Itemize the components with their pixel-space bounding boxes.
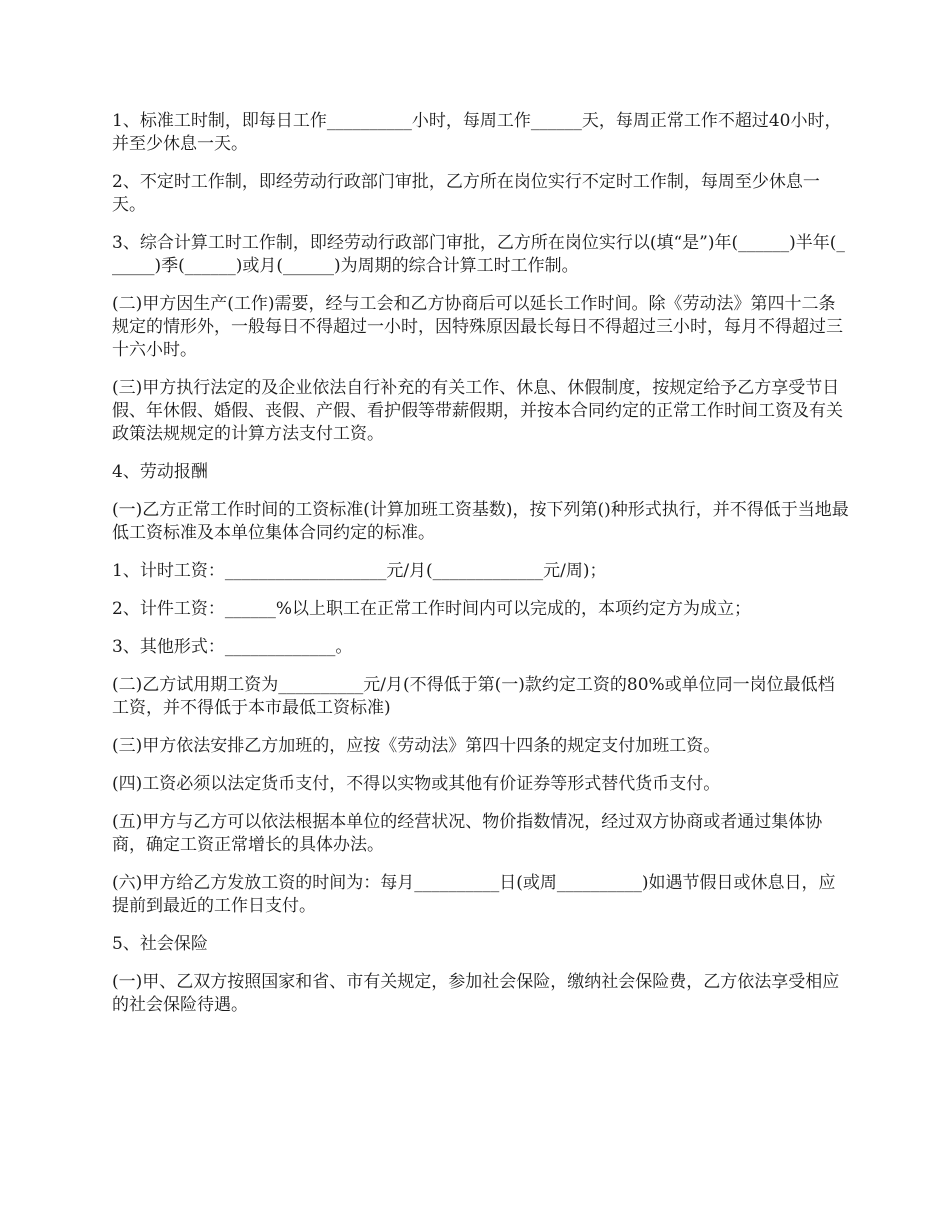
- section-heading-remuneration: 4、劳动报酬: [112, 462, 208, 482]
- clause-piece-wage: 2、计件工资：______%以上职工在正常工作时间内可以完成的，本项约定方为成立；: [112, 599, 751, 619]
- clause-pay-date: (六)甲方给乙方发放工资的时间为：每月__________日(或周__________)如遇节假日或休息日，应提前到最近的工作日支付。: [112, 873, 836, 916]
- clause-other-form: 3、其他形式：_____________。: [112, 637, 353, 657]
- clause-wage-growth: (五)甲方与乙方可以依法根据本单位的经营状况、物价指数情况，经过双方协商或者通过集体协商，确定工资正常增长的具体办法。: [112, 812, 823, 855]
- clause-comprehensive-hours: 3、综合计算工时工作制，即经劳动行政部门审批，乙方所在岗位实行以(填“是”)年(______)半年(______)季(______)或月(______)为周期的综合计算工时工作制。: [112, 233, 845, 276]
- clause-currency-payment: (四)工资必须以法定货币支付，不得以实物或其他有价证券等形式替代货币支付。: [112, 774, 721, 794]
- document-body: [112, 110, 850, 1032]
- clause-probation-wage: (二)乙方试用期工资为__________元/月(不得低于第(一)款约定工资的80%或单位同一岗位最低档工资，并不得低于本市最低工资标准): [112, 675, 835, 718]
- clause-standard-hours: 1、标准工时制，即每日工作__________小时，每周工作______天，每周正常工作不超过40小时，并至少休息一天。: [112, 111, 842, 154]
- clause-flexible-hours: 2、不定时工作制，即经劳动行政部门审批，乙方所在岗位实行不定时工作制，每周至少休息一天。: [112, 172, 820, 215]
- clause-overtime-pay: (三)甲方依法安排乙方加班的，应按《劳动法》第四十四条的规定支付加班工资。: [112, 736, 721, 756]
- clause-overtime-extension: (二)甲方因生产(工作)需要，经与工会和乙方协商后可以延长工作时间。除《劳动法》第四十二条规定的情形外，一般每日不得超过一小时，因特殊原因最长每日不得超过三小时，每月不得超过三十六小时。: [112, 294, 843, 360]
- clause-time-wage: 1、计时工资：___________________元/月(_____________元/周)；: [112, 561, 607, 581]
- clause-wage-standard: (一)乙方正常工作时间的工资标准(计算加班工资基数)，按下列第()种形式执行，并不得低于当地最低工资标准及本单位集体合同约定的标准。: [112, 500, 849, 543]
- clause-social-insurance: (一)甲、乙双方按照国家和省、市有关规定，参加社会保险，缴纳社会保险费，乙方依法享受相应的社会保险待遇。: [112, 972, 840, 1015]
- section-heading-social-insurance: 5、社会保险: [112, 934, 208, 954]
- clause-paid-leave: (三)甲方执行法定的及企业依法自行补充的有关工作、休息、休假制度，按规定给予乙方享受节日假、年休假、婚假、丧假、产假、看护假等带薪假期，并按本合同约定的正常工作时间工资及有关政策法规规定的计算方法支付工资。: [112, 378, 843, 444]
